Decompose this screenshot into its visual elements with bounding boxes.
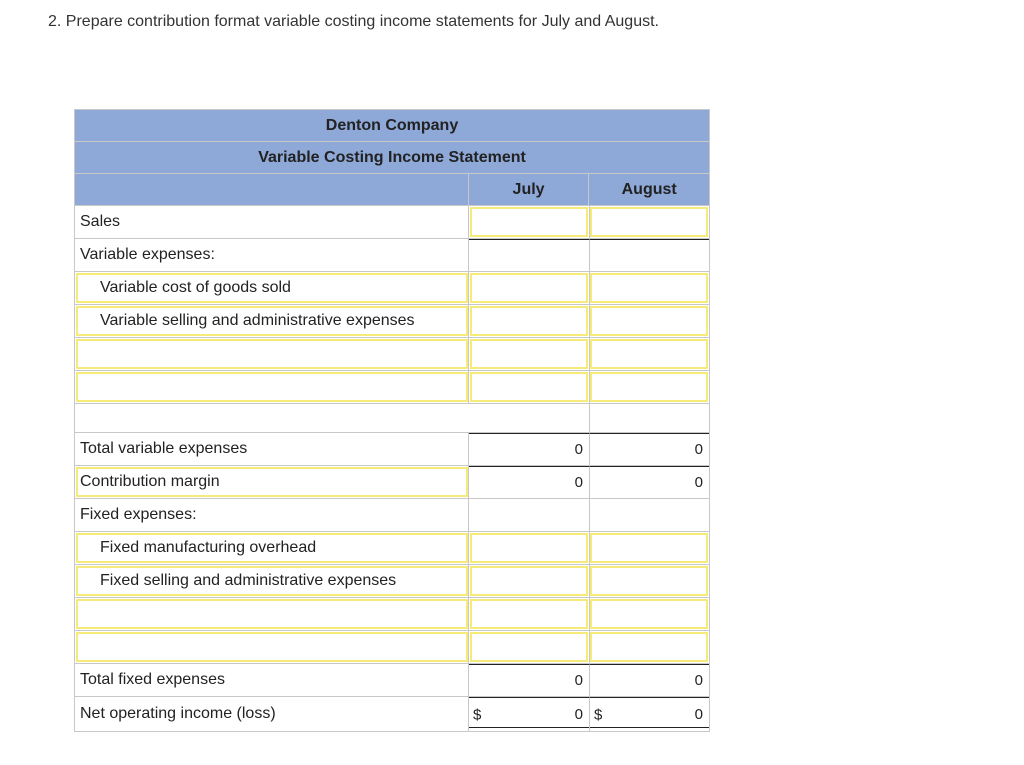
- total-variable-august: 0: [589, 433, 709, 465]
- fixed-expenses-august: [589, 499, 709, 531]
- blank-july-input-3[interactable]: [469, 598, 589, 630]
- net-operating-income-august-value: 0: [694, 706, 703, 723]
- sales-july-input[interactable]: [469, 206, 589, 238]
- company-name: Denton Company: [74, 109, 710, 141]
- row-total-fixed: [74, 663, 710, 696]
- variable-cogs-july-input[interactable]: [469, 272, 589, 304]
- row-blank-1: [74, 337, 710, 370]
- currency-symbol-august: $: [594, 706, 603, 723]
- fixed-mfg-overhead-august-input[interactable]: [589, 532, 709, 564]
- currency-symbol-july: $: [473, 706, 482, 723]
- contribution-margin-august: 0: [589, 466, 709, 498]
- total-variable-july: 0: [469, 433, 589, 465]
- total-fixed-august: 0: [589, 664, 709, 696]
- row-variable-expenses: [74, 238, 710, 271]
- row-variable-sga: [74, 304, 710, 337]
- row-fixed-sga: [74, 564, 710, 597]
- variable-expenses-july: [469, 239, 589, 271]
- column-header-row: [74, 173, 710, 205]
- spacer-1-july: [469, 404, 589, 432]
- blank-july-input-2[interactable]: [469, 371, 589, 403]
- net-operating-income-label: Net operating income (loss): [75, 697, 469, 731]
- income-statement-table: [74, 109, 710, 732]
- fixed-mfg-overhead-july-input[interactable]: [469, 532, 589, 564]
- row-blank-4: [74, 630, 710, 663]
- row-variable-cogs: [74, 271, 710, 304]
- row-fixed-expenses: [74, 498, 710, 531]
- blank-july-input-4[interactable]: [469, 631, 589, 663]
- blank-label-input-3[interactable]: [75, 598, 469, 630]
- variable-cogs-august-input[interactable]: [589, 272, 709, 304]
- column-header-august: August: [588, 174, 709, 205]
- spacer-1-august: [589, 404, 709, 432]
- fixed-sga-july-input[interactable]: [469, 565, 589, 597]
- variable-expenses-label: Variable expenses:: [75, 239, 469, 271]
- total-fixed-label: Total fixed expenses: [75, 664, 469, 696]
- blank-august-input-1[interactable]: [589, 338, 709, 370]
- row-total-variable: [74, 432, 710, 465]
- blank-label-input-1[interactable]: [75, 338, 469, 370]
- blank-august-input-4[interactable]: [589, 631, 709, 663]
- statement-title: Variable Costing Income Statement: [74, 141, 710, 173]
- variable-sga-label[interactable]: Variable selling and administrative expenses: [75, 305, 469, 337]
- total-fixed-july: 0: [469, 664, 589, 696]
- row-spacer-1: [74, 403, 710, 432]
- column-header-july: July: [512, 180, 545, 198]
- row-blank-3: [74, 597, 710, 630]
- row-fixed-mfg-overhead: [74, 531, 710, 564]
- variable-sga-july-input[interactable]: [469, 305, 589, 337]
- spacer-1: [75, 404, 469, 432]
- contribution-margin-july: 0: [469, 466, 589, 498]
- fixed-sga-august-input[interactable]: [589, 565, 709, 597]
- variable-cogs-label[interactable]: Variable cost of goods sold: [75, 272, 469, 304]
- net-operating-income-august: [589, 697, 709, 731]
- fixed-mfg-overhead-label[interactable]: Fixed manufacturing overhead: [75, 532, 469, 564]
- net-operating-income-july-value: 0: [574, 706, 583, 723]
- fixed-sga-label[interactable]: Fixed selling and administrative expenses: [75, 565, 469, 597]
- row-contribution-margin: [74, 465, 710, 498]
- row-net-operating-income: [74, 696, 710, 732]
- variable-sga-august-input[interactable]: [589, 305, 709, 337]
- total-variable-label: Total variable expenses: [75, 433, 469, 465]
- contribution-margin-label[interactable]: Contribution margin: [75, 466, 469, 498]
- blank-label-input-4[interactable]: [75, 631, 469, 663]
- blank-label-input-2[interactable]: [75, 371, 469, 403]
- sales-label: Sales: [75, 206, 469, 238]
- sales-august-input[interactable]: [589, 206, 709, 238]
- variable-expenses-august: [589, 239, 709, 271]
- question-text: 2. Prepare contribution format variable costing income statements for July and August.: [48, 13, 659, 30]
- fixed-expenses-label: Fixed expenses:: [75, 499, 469, 531]
- net-operating-income-july: [469, 697, 589, 731]
- blank-july-input-1[interactable]: [469, 338, 589, 370]
- row-sales: [74, 205, 710, 238]
- fixed-expenses-july: [469, 499, 589, 531]
- row-blank-2: [74, 370, 710, 403]
- blank-august-input-3[interactable]: [589, 598, 709, 630]
- blank-august-input-2[interactable]: [589, 371, 709, 403]
